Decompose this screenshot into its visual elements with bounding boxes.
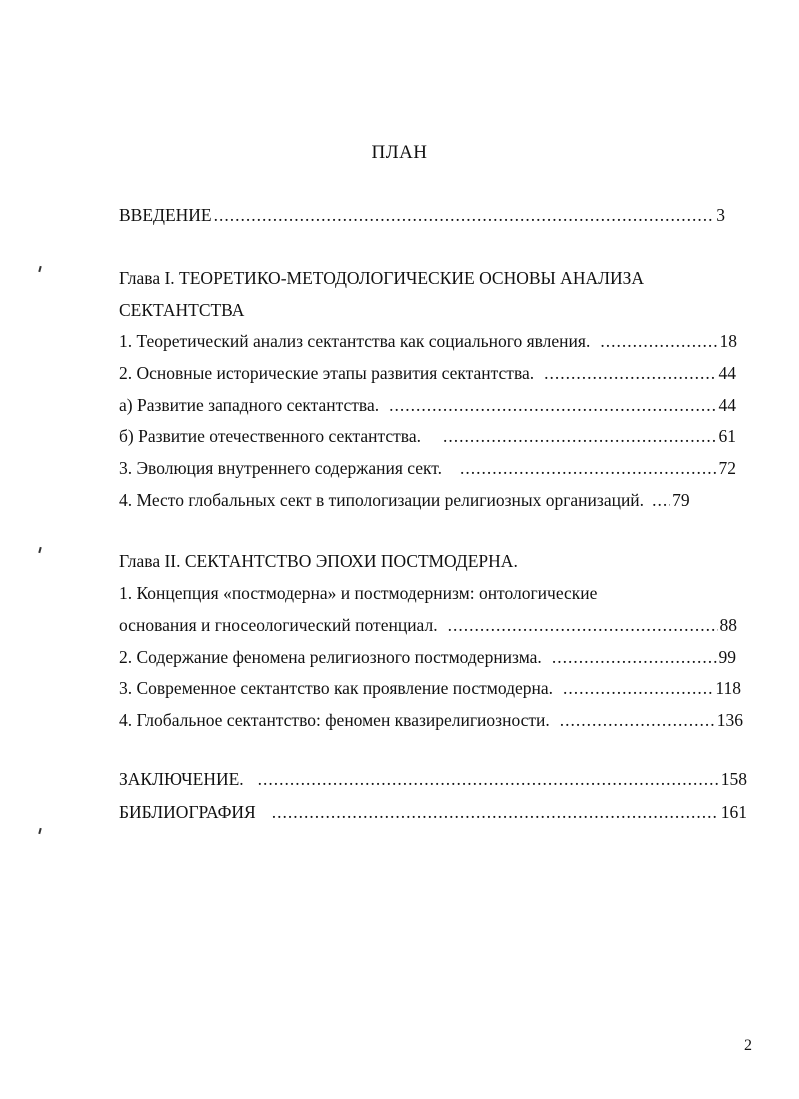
toc-entry xyxy=(119,425,736,447)
dot-leader xyxy=(448,614,718,636)
toc-entry-page: 99 xyxy=(718,647,736,667)
toc-entry xyxy=(119,457,736,479)
chapter1-heading: Глава I. ТЕОРЕТИКО-МЕТОДОЛОГИЧЕСКИЕ ОСНОВЫ АНАЛИЗА xyxy=(119,268,645,288)
toc-entry-label: 3. Эволюция внутреннего содержания сект. xyxy=(119,458,442,478)
toc-entry xyxy=(119,330,737,352)
dot-leader xyxy=(563,677,713,699)
toc-entry-page: 158 xyxy=(720,769,747,789)
dot-leader xyxy=(214,204,715,226)
toc-entry-page: 18 xyxy=(719,331,737,351)
toc-entry-label: б) Развитие отечественного сектантства. xyxy=(119,426,421,446)
toc-entry-label: 4. Место глобальных сект в типологизации религиозных организаций. xyxy=(119,490,645,510)
toc-entry-label: 2. Содержание феномена религиозного постмодернизма. xyxy=(119,647,542,667)
toc-entry-label: БИБЛИОГРАФИЯ xyxy=(119,802,256,822)
toc-entry-page: 161 xyxy=(720,802,747,822)
toc-entry-page: 61 xyxy=(718,426,736,446)
toc-entry-label: основания и гносеологический потенциал. xyxy=(119,615,438,635)
toc-entry-line: 1. Концепция «постмодерна» и постмодернизм: онтологические xyxy=(119,583,598,603)
toc-entry xyxy=(119,362,736,384)
toc-entry xyxy=(119,394,736,416)
toc-entry-page: 136 xyxy=(716,710,743,730)
toc-entry-page: 118 xyxy=(715,678,741,698)
page-number: 2 xyxy=(744,1037,752,1054)
toc-entry-conclusion xyxy=(119,768,747,790)
toc-entry xyxy=(119,709,743,731)
dot-leader xyxy=(552,646,717,668)
dot-leader xyxy=(460,457,717,479)
margin-mark xyxy=(38,266,41,272)
toc-entry xyxy=(119,646,736,668)
dot-leader xyxy=(389,394,716,416)
dot-leader xyxy=(272,801,719,823)
chapter2-heading: Глава II. СЕКТАНТСТВО ЭПОХИ ПОСТМОДЕРНА. xyxy=(119,551,518,571)
toc-entry-page: 88 xyxy=(719,615,737,635)
dot-leader xyxy=(544,362,716,384)
toc-entry-label: 3. Современное сектантство как проявление постмодерна. xyxy=(119,678,554,698)
toc-entry-page: 72 xyxy=(718,458,736,478)
toc-entry-page: 79 xyxy=(672,490,690,510)
dot-leader xyxy=(652,489,670,511)
dot-leader xyxy=(443,425,717,447)
toc-entry xyxy=(119,489,736,511)
dot-leader xyxy=(258,768,719,790)
toc-entry-page: 3 xyxy=(716,205,725,225)
toc-entry xyxy=(119,677,741,699)
dot-leader xyxy=(560,709,715,731)
page-title: ПЛАН xyxy=(371,142,428,163)
toc-entry-label: а) Развитие западного сектантства. xyxy=(119,395,380,415)
margin-mark xyxy=(38,828,41,834)
toc-entry-label: 4. Глобальное сектантство: феномен квазирелигиозности. xyxy=(119,710,550,730)
toc-entry-page: 44 xyxy=(718,363,736,383)
toc-entry-introduction xyxy=(119,204,725,226)
toc-entry-label: 1. Теоретический анализ сектантства как социального явления. xyxy=(119,331,591,351)
toc-entry xyxy=(119,614,737,636)
toc-entry-bibliography xyxy=(119,801,747,823)
toc-entry-label: ВВЕДЕНИЕ xyxy=(119,205,212,225)
toc-entry-label: 2. Основные исторические этапы развития сектантства. xyxy=(119,363,535,383)
margin-mark xyxy=(38,547,41,553)
toc-entry-page: 44 xyxy=(718,395,736,415)
dot-leader xyxy=(600,330,717,352)
chapter1-heading-continued: СЕКТАНТСТВА xyxy=(119,300,245,320)
toc-entry-label: ЗАКЛЮЧЕНИЕ. xyxy=(119,769,244,789)
